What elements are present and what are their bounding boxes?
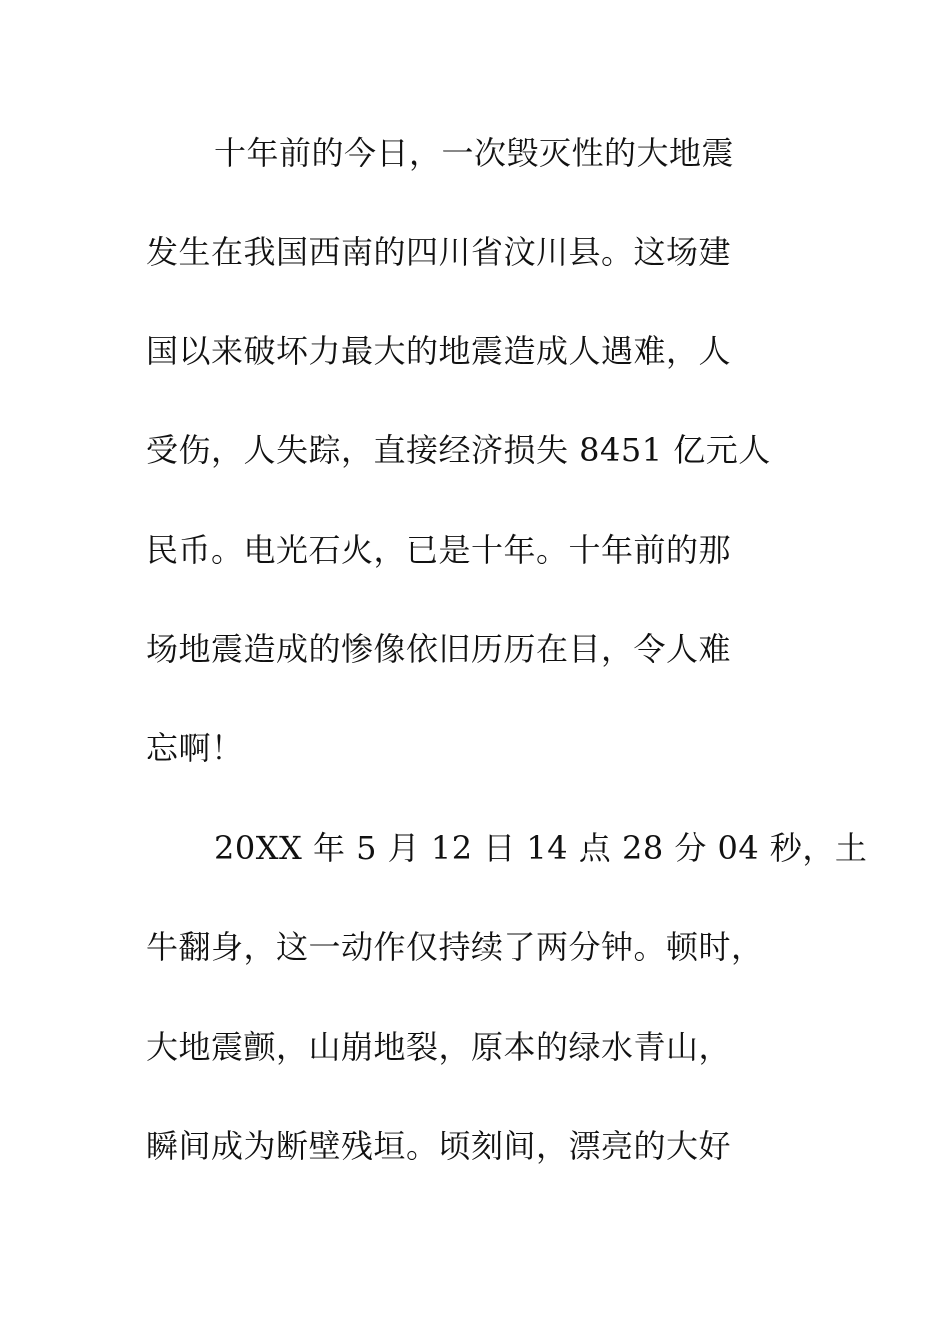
paragraph-1-line-4: 受伤，人失踪，直接经济损失 8451 亿元人 xyxy=(146,431,771,469)
paragraph-1-line-5: 民币。电光石火，已是十年。十年前的那 xyxy=(146,531,732,569)
paragraph-2-line-4: 瞬间成为断壁残垣。顷刻间，漂亮的大好 xyxy=(146,1127,732,1165)
paragraph-1-line-2: 发生在我国西南的四川省汶川县。这场建 xyxy=(146,233,732,271)
paragraph-1-line-3: 国以来破坏力最大的地震造成人遇难，人 xyxy=(146,332,732,370)
paragraph-1-line-6: 场地震造成的惨像依旧历历在目，令人难 xyxy=(146,630,732,668)
paragraph-2-line-1: 20XX 年 5 月 12 日 14 点 28 分 04 秒，土 xyxy=(214,829,868,867)
paragraph-1-line-1: 十年前的今日，一次毁灭性的大地震 xyxy=(214,134,735,172)
paragraph-1-line-7: 忘啊！ xyxy=(146,729,244,767)
paragraph-2-line-2: 牛翻身，这一动作仅持续了两分钟。顿时， xyxy=(146,928,764,966)
paragraph-2-line-3: 大地震颤，山崩地裂，原本的绿水青山， xyxy=(146,1028,732,1066)
